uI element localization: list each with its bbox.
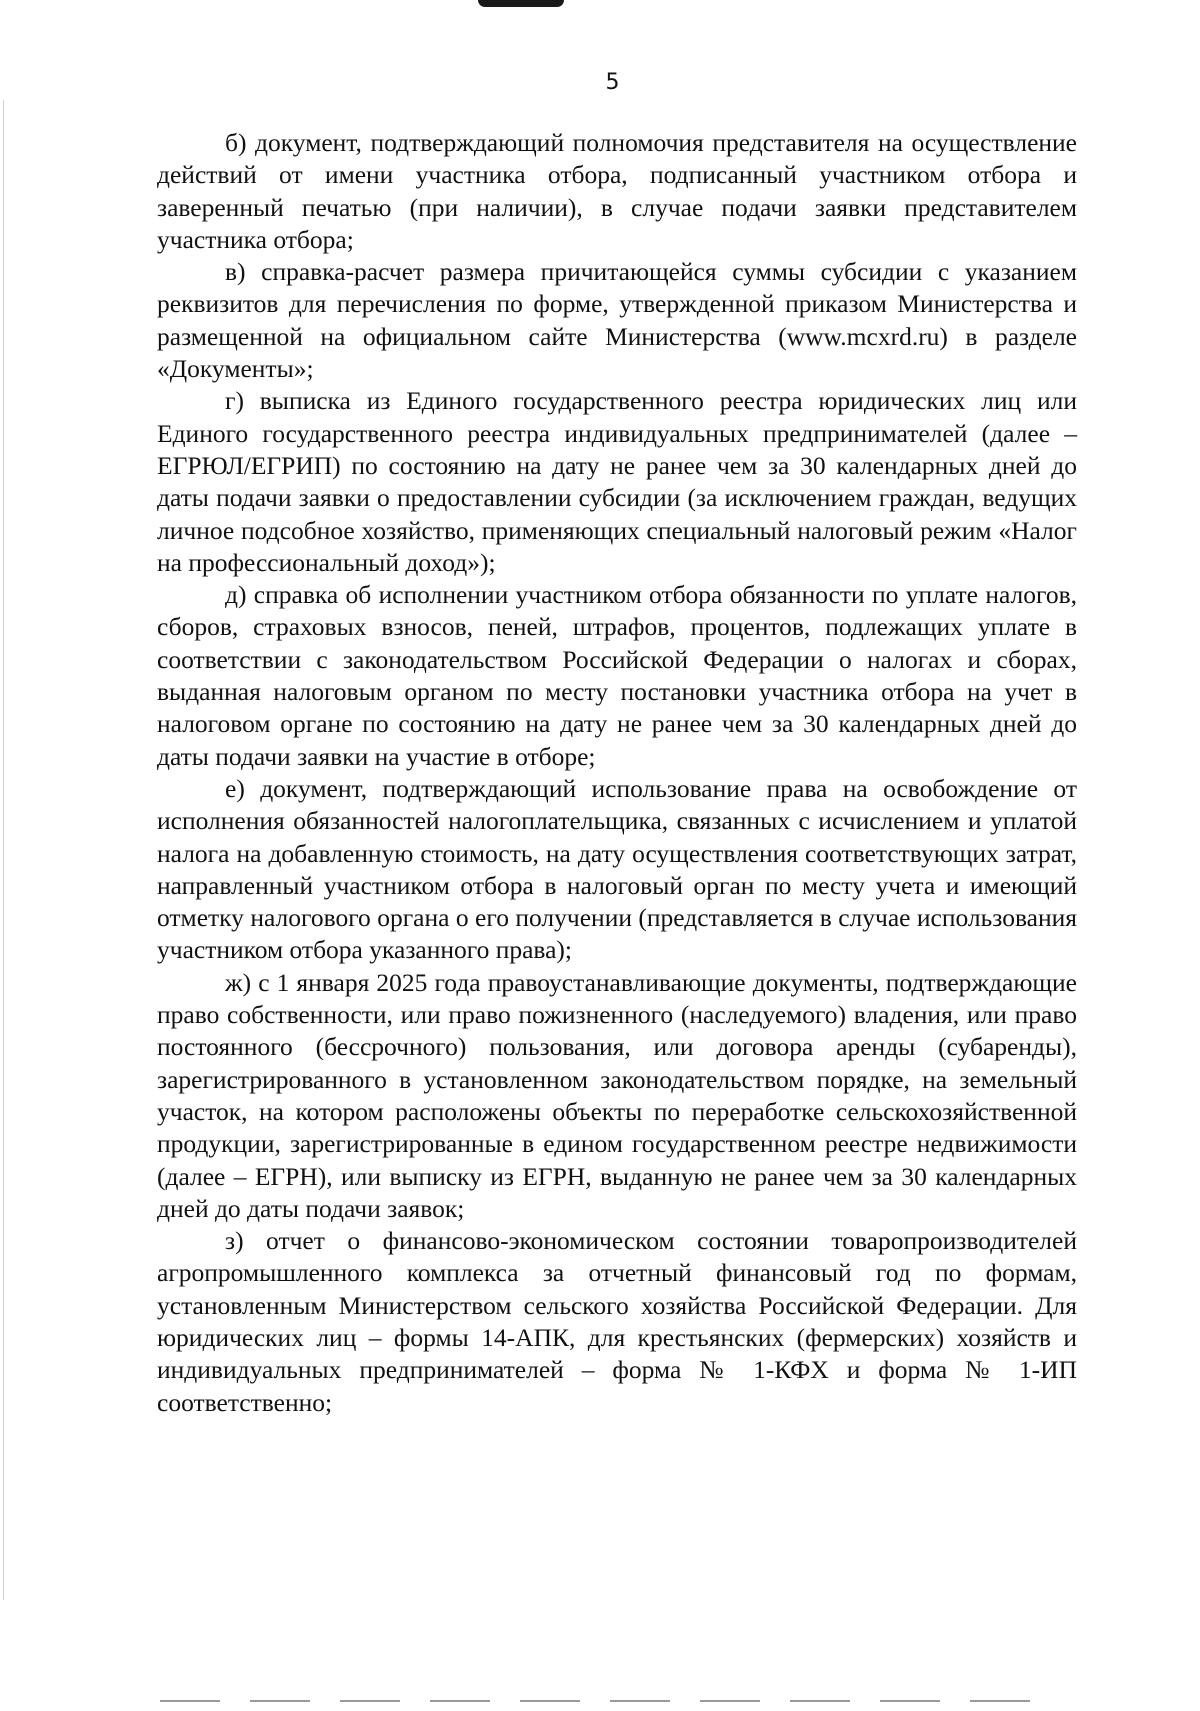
page-number: 5 (605, 70, 620, 95)
paragraph-zh: ж) с 1 января 2025 года правоустанавливающие документы, подтверждающие право собственности, или право пожизненного (наследуемого) владения, или право постоянного (бессрочного) пользования, или договора аренды (субаренды), зарегистрированного в установленном законодательством порядке, на земельный участок, на котором расположены объекты по переработке сельскохозяйственной продукции, зарегистрированные в едином государственном реестре недвижимости (далее – ЕГРН), или выписку из ЕГРН, выданную не ранее чем за 30 календарных дней до даты подачи заявок; (157, 967, 1077, 1223)
scan-artifact-top (478, 0, 564, 7)
paragraph-v: в) справка-расчет размера причитающейся суммы субсидии с указанием реквизитов для перечисления по форме, утвержденной приказом Министерства и размещенной на официальном сайте Министерства (www.mcxrd.ru) в разделе «Документы»; (157, 257, 1077, 384)
paragraph-e: е) документ, подтверждающий использование права на освобождение от исполнения обязанностей налогоплательщика, связанных с исчислением и уплатой налога на добавленную стоимость, на дату осуществления соответствующих затрат, направленный участником отбора в налоговый орган по месту учета и имеющий отметку налогового органа о его получении (представляется в случае использования участником отбора указанного права); (157, 773, 1077, 965)
paragraph-z: з) отчет о финансово-экономическом состоянии товаропроизводителей агропромышленного комплекса за отчетный финансовый год по формам, установленным Министерством сельского хозяйства Российской Федерации. Для юридических лиц – формы 14-АПК, для крестьянских (фермерских) хозяйств и индивидуальных предпринимателей – форма № 1-КФХ и форма № 1-ИП соответственно; (157, 1226, 1077, 1417)
scan-artifact-left-edge (3, 100, 4, 1600)
scan-artifact-bottom-edge (160, 1700, 1040, 1702)
paragraph-g: г) выписка из Единого государственного реестра юридических лиц или Единого государственного реестра индивидуальных предпринимателей (далее – ЕГРЮЛ/ЕГРИП) по состоянию на дату не ранее чем за 30 календарных дней до даты подачи заявки о предоставлении субсидии (за исключением граждан, ведущих личное подсобное хозяйство, применяющих специальный налоговый режим «Налог на профессиональный доход»); (157, 386, 1077, 577)
paragraph-d: д) справка об исполнении участником отбора обязанности по уплате налогов, сборов, страховых взносов, пеней, штрафов, процентов, подлежащих уплате в соответствии с законодательством Российской Федерации о налогах и сборах, выданная налоговым органом по месту постановки участника отбора на учет в налоговом органе по состоянию на дату не ранее чем за 30 календарных дней до даты подачи заявки на участие в отборе; (157, 580, 1077, 771)
paragraph-b: б) документ, подтверждающий полномочия представителя на осуществление действий от имени участника отбора, подписанный участником отбора и заверенный печатью (при наличии), в случае подачи заявки представителем участника отбора; (157, 128, 1077, 254)
document-body (157, 127, 1077, 1419)
